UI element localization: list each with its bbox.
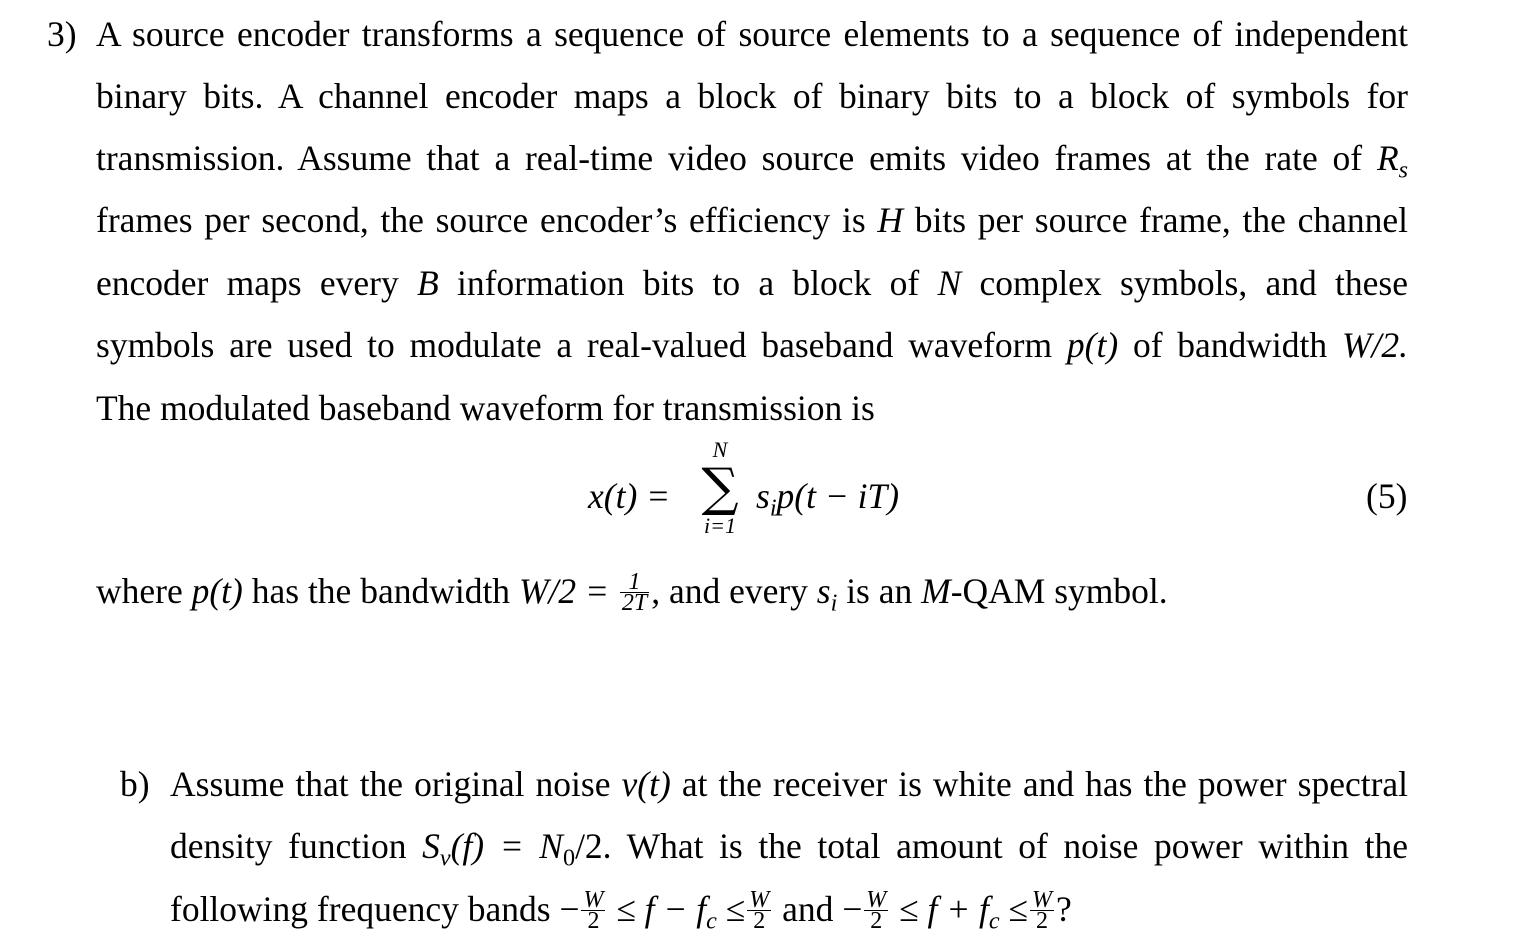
sum-lower-limit: i=1 xyxy=(704,513,736,538)
frac-w: W xyxy=(749,887,770,914)
part-b-line-2-b: What is the total amount of noise power within the xyxy=(626,826,1409,866)
rate-var: R xyxy=(1376,138,1399,178)
rhs-rest: p(t − iT) xyxy=(776,476,900,516)
problem-line-2: binary bits. A channel encoder maps a block of binary bits to a block of symbols for xyxy=(96,76,1408,116)
frac-w: W xyxy=(1032,887,1052,914)
equation-label: (5) xyxy=(1366,476,1408,516)
part-b-line-2 xyxy=(170,826,1409,872)
frac-numerator: 1 xyxy=(620,572,649,593)
where-line xyxy=(96,571,1168,615)
where-b: has the bandwidth xyxy=(251,571,511,611)
equation-lhs: x(t) = xyxy=(588,476,671,516)
psd-sub-0: 0 xyxy=(563,844,576,872)
band2-le: ≤ xyxy=(1008,889,1028,929)
band1-frac-left xyxy=(581,887,605,935)
rate-symbol xyxy=(1376,138,1409,184)
frac-2: 2 xyxy=(870,908,883,935)
part-b-line-3-a: following frequency bands xyxy=(170,889,551,929)
psd-math xyxy=(422,826,612,872)
part-b-line-1 xyxy=(170,764,1408,804)
bits-var: B xyxy=(417,263,439,303)
problem-line-4-b: bits per source frame, the channel xyxy=(914,200,1408,240)
band1-sub-c: c xyxy=(706,907,717,935)
and-word: and xyxy=(782,889,834,929)
sigma-symbol: ∑ xyxy=(701,458,739,518)
problem-line-3 xyxy=(96,138,1409,184)
where-m1: p(t) xyxy=(191,571,243,611)
part-b-line-2-a: density function xyxy=(170,826,407,866)
symbols-var: N xyxy=(937,263,962,303)
frac-w: W xyxy=(866,887,887,914)
where-m2: W/2 = xyxy=(518,571,609,611)
band2-frac-left xyxy=(864,887,888,935)
where-m3-s: s xyxy=(816,571,831,611)
part-b-line-1-a: Assume that the original noise xyxy=(170,764,611,804)
band2-frac-right xyxy=(1030,887,1054,935)
problem-line-6 xyxy=(96,325,1408,365)
problem-line-5-a: encoder maps every xyxy=(96,263,399,303)
frac-2: 2 xyxy=(753,908,766,935)
problem-line-6-a: symbols are used to modulate a real-valued baseband waveform xyxy=(96,325,1053,365)
frac-denominator: 2T xyxy=(621,590,648,617)
equation-rhs xyxy=(756,476,900,522)
summation xyxy=(692,438,748,538)
part-b-label: b) xyxy=(120,764,150,804)
part-b-line-1-b: at the receiver is white and has the power spectral xyxy=(681,764,1409,804)
where-m4: M xyxy=(921,571,951,611)
noise-math: v(t) xyxy=(621,764,671,804)
problem-line-6-b: of bandwidth xyxy=(1132,325,1328,365)
psd-S: S xyxy=(422,826,440,866)
psd-sub-v: v xyxy=(439,844,451,872)
problem-line-3-text: transmission. Assume that a real-time video source emits video frames at the rate of xyxy=(96,138,1363,178)
question-mark: ? xyxy=(1056,889,1072,929)
band2-mid xyxy=(899,889,1000,935)
band2-minus: − xyxy=(842,889,863,929)
band1-mid-text: ≤ f − f xyxy=(616,889,707,929)
problem-line-1: A source encoder transforms a sequence of source elements to a sequence of independent xyxy=(96,14,1408,54)
band1-mid xyxy=(616,889,717,935)
bandwidth-math: W/2. xyxy=(1341,325,1409,365)
band1-le: ≤ xyxy=(725,889,746,929)
problem-line-5 xyxy=(96,263,1408,303)
problem-line-4-a: frames per second, the source encoder’s efficiency is xyxy=(96,200,866,240)
where-e: -QAM symbol. xyxy=(950,571,1168,611)
problem-line-7: The modulated baseband waveform for transmission is xyxy=(96,388,875,428)
rhs-sub: i xyxy=(769,494,777,522)
psd-end: /2. xyxy=(575,826,612,866)
efficiency-var: H xyxy=(877,200,904,240)
where-m3-sub: i xyxy=(830,589,838,617)
problem-number: 3) xyxy=(47,14,77,54)
where-a: where xyxy=(96,571,183,611)
problem-line-5-c: complex symbols, and these xyxy=(979,263,1409,303)
band1-minus: − xyxy=(559,889,580,929)
rhs-s: s xyxy=(756,476,770,516)
sum-upper-limit: N xyxy=(712,437,728,462)
where-fraction xyxy=(620,569,649,617)
frac-2: 2 xyxy=(587,908,600,935)
frac-w: W xyxy=(583,887,604,914)
rate-sub: s xyxy=(1398,156,1409,184)
waveform-math: p(t) xyxy=(1066,325,1119,365)
psd-rest: (f) = N xyxy=(450,826,563,866)
band1-frac-right xyxy=(747,887,771,935)
frac-2: 2 xyxy=(1036,908,1048,935)
where-m3 xyxy=(816,571,838,617)
problem-line-4 xyxy=(96,200,1408,240)
where-c: , and every xyxy=(651,571,808,611)
band2-sub-c: c xyxy=(988,907,1000,935)
problem-line-5-b: information bits to a block of xyxy=(456,263,920,303)
part-b-line-3 xyxy=(170,889,1072,933)
band2-mid-text: ≤ f + f xyxy=(899,889,989,929)
where-d: is an xyxy=(846,571,913,611)
